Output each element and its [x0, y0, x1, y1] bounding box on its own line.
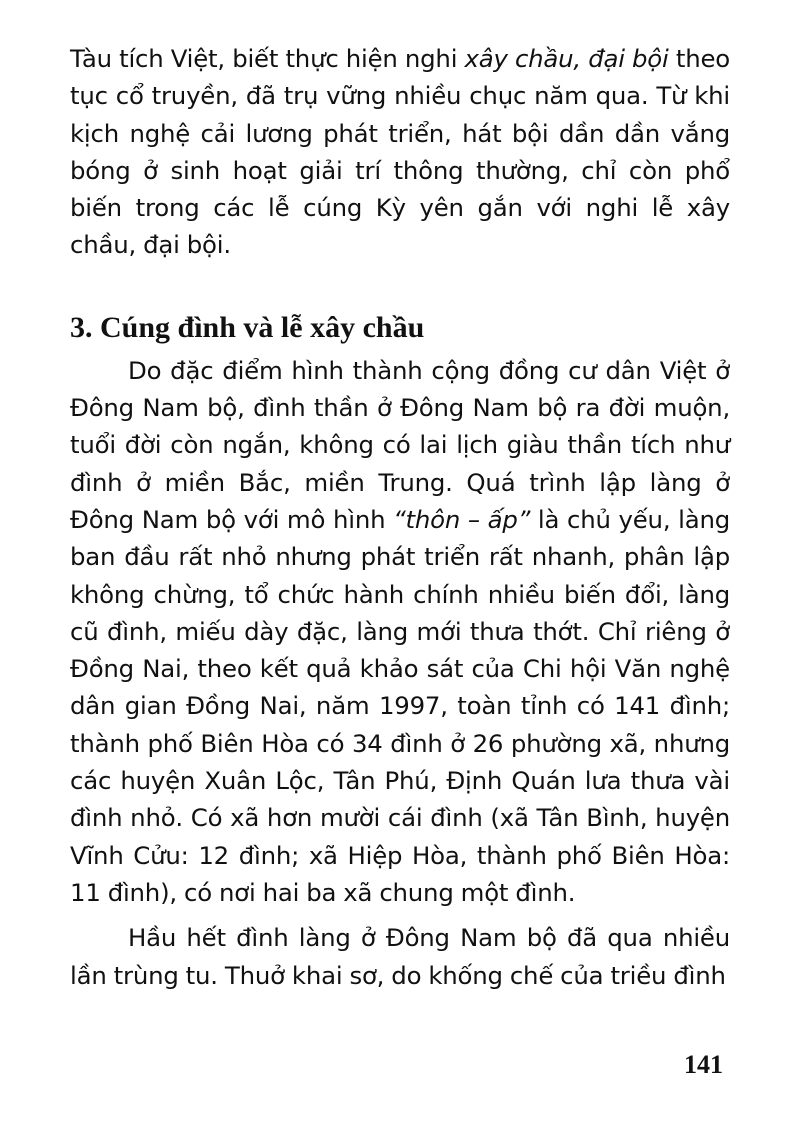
paragraph-2-text-end: là chủ yếu, làng ban đầu rất nhỏ nhưng phát triển rất nhanh, phân lập không chừng, tổ chức hành chính nhiều biến đổi, làng cũ đình, miếu dày đặc, làng mới thưa thớt. Chỉ riêng ở Đồng Nai, theo kết quả khảo sát của Chi hội Văn nghệ dân gian Đồng Nai, năm 1997, toàn tỉnh có 141 đình; thành phố Biên Hòa có 34 đình ở 26 phường xã, nhưng các huyện Xuân Lộc, Tân Phú, Định Quán lưa thưa vài đình nhỏ. Có xã hơn mười cái đình (xã Tân Bình, huyện Vĩnh Cửu: 12 đình; xã Hiệp Hòa, thành phố Biên Hòa: 11 đình), có nơi hai ba xã chung một đình. [70, 504, 730, 907]
page-body [70, 40, 730, 994]
paragraph-2-italic-term: “thôn – ấp” [393, 504, 531, 534]
paragraph-1-text-start: Tàu tích Việt, biết thực hiện nghi [70, 44, 465, 73]
paragraph-1-italic-term: xây chầu, đại bội [464, 44, 669, 73]
paragraph-continuation [70, 40, 730, 264]
paragraph-2-text-start: Do đặc điểm hình thành cộng đồng cư dân Việt ở Đông Nam bộ, đình thần ở Đông Nam bộ ra đời muộn, tuổi đời còn ngắn, không có lai lịch giàu thần tích như đình ở miền Bắc, miền Trung. Quá trình lập làng ở Đông Nam bộ với mô hình [70, 355, 730, 534]
paragraph-renovation: Hầu hết đình làng ở Đông Nam bộ đã qua nhiều lần trùng tu. Thuở khai sơ, do khống chế của triều đình [70, 923, 730, 990]
paragraph-dinh-history [70, 352, 730, 911]
section-heading: 3. Cúng đình và lễ xây chầu [70, 310, 425, 344]
page-number: 141 [684, 1050, 723, 1079]
paragraph-1-text-end: theo tục cổ truyền, đã trụ vững nhiều chục năm qua. Từ khi kịch nghệ cải lương phát triển, hát bội dần dần vắng bóng ở sinh hoạt giải trí thông thường, chỉ còn phổ biến trong các lễ cúng Kỳ yên gắn với nghi lễ xây chầu, đại bội. [70, 44, 730, 260]
